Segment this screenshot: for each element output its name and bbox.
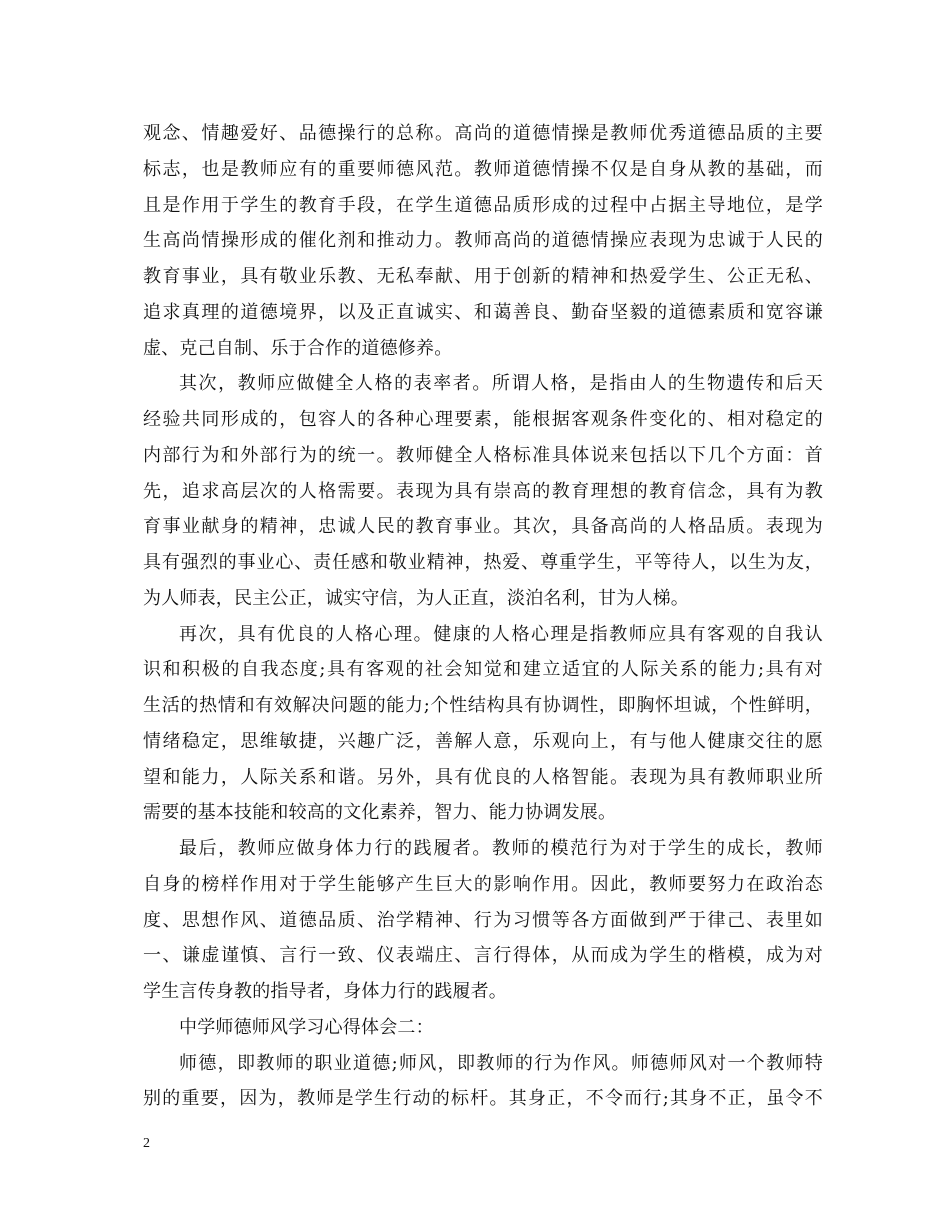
text-line: 且是作用于学生的教育手段，在学生道德品质形成的过程中占据主导地位，是学 bbox=[143, 194, 823, 216]
text-line: 内部行为和外部行为的统一。教师健全人格标准具体说来包括以下几个方面：首 bbox=[143, 444, 823, 466]
text-line: 教育事业，具有敬业乐教、无私奉献、用于创新的精神和热爱学生、公正无私、 bbox=[143, 266, 823, 287]
text-line: 识和积极的自我态度;具有客观的社会知觉和建立适宜的人际关系的能力;具有对 bbox=[143, 659, 823, 681]
text-line: 为人师表，民主公正，诚实守信，为人正直，淡泊名利，甘为人梯。 bbox=[143, 587, 689, 609]
section-heading: 中学师德师风学习心得体会二： bbox=[179, 1016, 434, 1038]
text-line: 追求真理的道德境界，以及正直诚实、和蔼善良、勤奋坚毅的道德素质和宽容谦 bbox=[143, 301, 823, 323]
document-body bbox=[143, 116, 823, 1117]
text-line: 具有强烈的事业心、责任感和敬业精神，热爱、尊重学生，平等待人，以生为友， bbox=[143, 552, 823, 573]
text-line: 虚、克己自制、乐于合作的道德修养。 bbox=[143, 337, 453, 359]
paragraph-start-line: 其次，教师应做健全人格的表率者。所谓人格，是指由人的生物遗传和后天 bbox=[179, 373, 823, 395]
text-line: 学生言传身教的指导者，身体力行的践履者。 bbox=[143, 981, 507, 1002]
text-line: 生高尚情操形成的催化剂和推动力。教师高尚的道德情操应表现为忠诚于人民的 bbox=[143, 230, 823, 252]
text-line: 育事业献身的精神，忠诚人民的教育事业。其次，具备高尚的人格品质。表现为 bbox=[143, 516, 823, 538]
text-line: 一、谦虚谨慎、言行一致、仪表端庄、言行得体，从而成为学生的楷模，成为对 bbox=[143, 945, 823, 967]
text-line: 度、思想作风、道德品质、治学精神、行为习惯等各方面做到严于律己、表里如 bbox=[143, 909, 823, 931]
text-line: 先，追求高层次的人格需要。表现为具有崇高的教育理想的教育信念，具有为教 bbox=[143, 480, 823, 502]
text-line: 情绪稳定，思维敏捷，兴趣广泛，善解人意，乐观向上，有与他人健康交往的愿 bbox=[143, 730, 823, 752]
text-line: 观念、情趣爱好、品德操行的总称。高尚的道德情操是教师优秀道德品质的主要 bbox=[143, 123, 823, 144]
text-line: 经验共同形成的，包容人的各种心理要素，能根据客观条件变化的、相对稳定的 bbox=[143, 409, 823, 430]
paragraph-start-line: 师德，即教师的职业道德;师风，即教师的行为作风。师德师风对一个教师特 bbox=[179, 1052, 823, 1074]
page-number: 2 bbox=[143, 1136, 150, 1151]
text-line: 自身的榜样作用对于学生能够产生巨大的影响作用。因此，教师要努力在政治态 bbox=[143, 873, 823, 895]
text-line: 标志，也是教师应有的重要师德风范。教师道德情操不仅是自身从教的基础，而 bbox=[143, 158, 823, 180]
text-line: 需要的基本技能和较高的文化素养，智力、能力协调发展。 bbox=[143, 802, 617, 824]
text-line: 生活的热情和有效解决问题的能力;个性结构具有协调性，即胸怀坦诚，个性鲜明， bbox=[143, 695, 823, 716]
text-line: 别的重要，因为，教师是学生行动的标杆。其身正，不令而行;其身不正，虽令不 bbox=[143, 1088, 823, 1110]
paragraph-start-line: 再次，具有优良的人格心理。健康的人格心理是指教师应具有客观的自我认 bbox=[179, 623, 823, 645]
paragraph-start-line: 最后，教师应做身体力行的践履者。教师的模范行为对于学生的成长，教师 bbox=[179, 838, 823, 859]
text-line: 望和能力，人际关系和谐。另外，具有优良的人格智能。表现为具有教师职业所 bbox=[143, 766, 823, 788]
